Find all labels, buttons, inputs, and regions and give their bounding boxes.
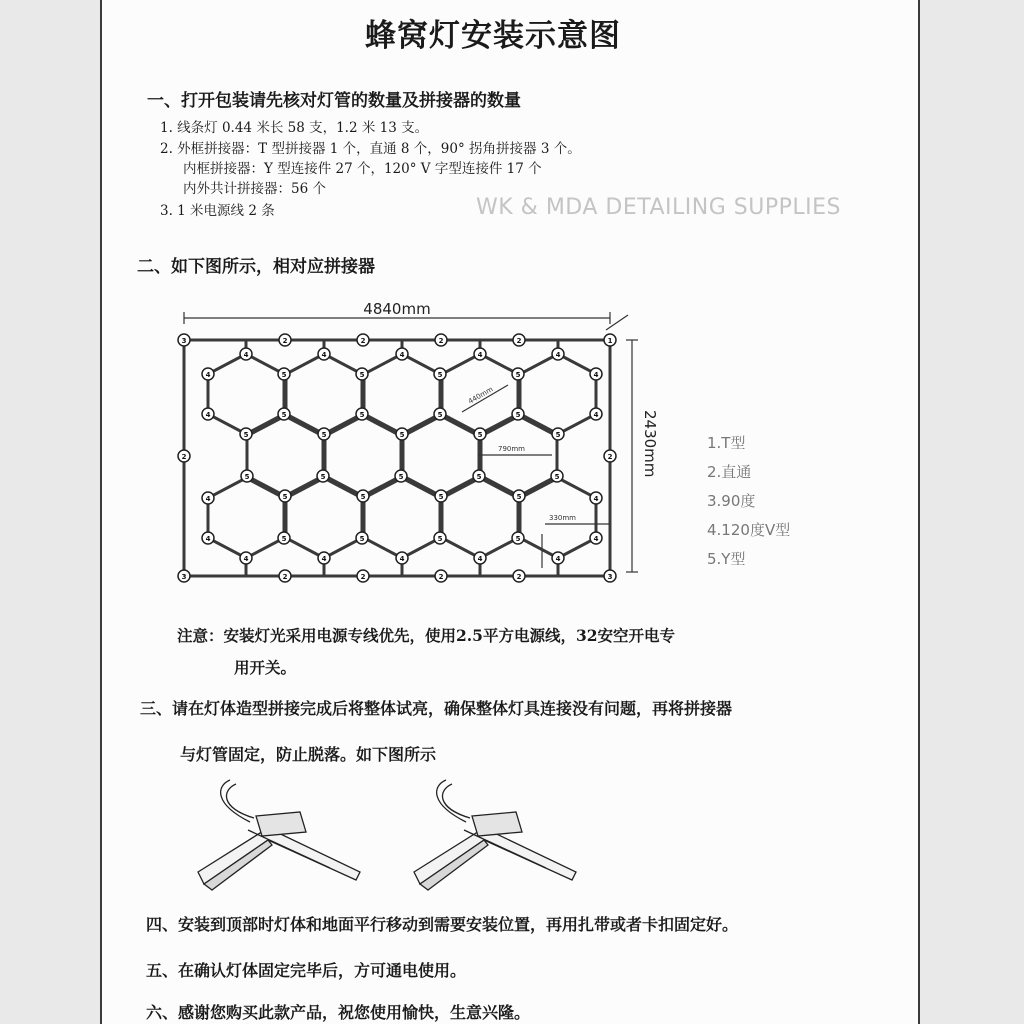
frame-straight-node-number: 2 (516, 337, 522, 345)
connector-node-number: 5 (554, 473, 560, 481)
connector-node-number: 4 (399, 555, 405, 563)
hex-grid (181, 340, 610, 576)
connector-node-number: 5 (476, 473, 482, 481)
legend-item-4: 4.120度V型 (707, 521, 791, 539)
connector-node-number: 4 (555, 351, 561, 359)
connector-node-number: 5 (320, 473, 326, 481)
watermark: WK & MDA DETAILING SUPPLIES (476, 195, 841, 220)
connector-node-number: 5 (398, 473, 404, 481)
connector-node-number: 5 (515, 371, 521, 379)
connector-node-number: 4 (205, 495, 211, 503)
connector-node-number: 5 (477, 431, 483, 439)
section1-item1: 1. 线条灯 0.44 米长 58 支，1.2 米 13 支。 (160, 120, 429, 136)
section5-text: 五、在确认灯体固定完毕后，方可通电使用。 (146, 961, 467, 980)
frame-straight-node-number: 2 (607, 453, 613, 461)
connector-nodes (178, 334, 616, 582)
connector-node-number: 5 (437, 411, 443, 419)
connector-node-number: 5 (359, 371, 365, 379)
section3-line2: 与灯管固定，防止脱落。如下图所示 (180, 745, 437, 764)
corner-angle-mark (606, 315, 628, 330)
width-label: 4840mm (363, 300, 431, 318)
connector-node-number: 5 (359, 535, 365, 543)
connector-node-number: 4 (593, 535, 599, 543)
connector-node-number: 4 (321, 351, 327, 359)
section2-heading: 二、如下图所示，相对应拼接器 (137, 257, 375, 277)
connector-node-number: 5 (360, 493, 366, 501)
connector-node-number: 5 (438, 493, 444, 501)
section6-text: 六、感谢您购买此款产品，祝您使用愉快，生意兴隆。 (146, 1003, 531, 1022)
frame-corner-node-number: 3 (181, 337, 187, 345)
frame-t-node-number: 1 (607, 337, 613, 345)
connector-node-number: 5 (437, 371, 443, 379)
connector-node-number: 4 (477, 555, 483, 563)
frame-straight-node-number: 2 (282, 573, 288, 581)
connector-illustration-left (198, 780, 360, 890)
section1-item3: 3. 1 米电源线 2 条 (160, 203, 275, 219)
connector-node-number: 4 (399, 351, 405, 359)
dimension-lines (181, 312, 638, 572)
connector-node-number: 5 (282, 493, 288, 501)
dim-790-label: 790mm (498, 445, 525, 453)
frame-corner-node-number: 3 (181, 573, 187, 581)
legend-item-5: 5.Y型 (707, 550, 746, 568)
section1-item2: 2. 外框拼接器：T 型拼接器 1 个，直通 8 个，90° 拐角拼接器 3 个。 (160, 141, 581, 157)
connector-illustration-right (414, 780, 576, 890)
frame-corner-node-number: 3 (607, 573, 613, 581)
frame-straight-node-number: 2 (438, 337, 444, 345)
dim-440-label: 440mm (467, 385, 495, 406)
connector-node-number: 4 (243, 351, 249, 359)
connector-node-number: 4 (477, 351, 483, 359)
section1-heading: 一、打开包装请先核对灯管的数量及拼接器的数量 (147, 91, 521, 111)
connector-node-number: 5 (281, 535, 287, 543)
connector-node-number: 4 (593, 371, 599, 379)
connector-node-number: 4 (593, 411, 599, 419)
connector-node-number: 4 (555, 555, 561, 563)
connector-node-number: 4 (205, 411, 211, 419)
section3-line1: 三、请在灯体造型拼接完成后将整体试亮，确保整体灯具连接没有问题，再将拼接器 (140, 699, 733, 718)
legend-item-1: 1.T型 (707, 434, 746, 452)
height-label: 2430mm (641, 410, 659, 478)
connector-node-number: 5 (281, 371, 287, 379)
note-line2: 用开关。 (234, 658, 297, 677)
connector-node-number: 5 (515, 535, 521, 543)
connector-node-number: 5 (321, 431, 327, 439)
connector-node-number: 5 (243, 431, 249, 439)
connector-node-number: 5 (281, 411, 287, 419)
dim-330-label: 330mm (549, 514, 576, 522)
connector-node-number: 5 (244, 473, 250, 481)
connector-node-number: 4 (321, 555, 327, 563)
page-title: 蜂窝灯安装示意图 (365, 18, 621, 54)
legend-item-3: 3.90度 (707, 492, 756, 510)
note-line1: 注意：安装灯光采用电源专线优先，使用2.5平方电源线，32安空开电专 (177, 626, 676, 645)
connector-node-number: 5 (437, 535, 443, 543)
legend-item-2: 2.直通 (707, 463, 752, 481)
connector-node-number: 4 (205, 371, 211, 379)
connector-node-number: 5 (359, 411, 365, 419)
connector-node-number: 5 (399, 431, 405, 439)
frame-straight-node-number: 2 (181, 453, 187, 461)
section4-text: 四、安装到顶部时灯体和地面平行移动到需要安装位置，再用扎带或者卡扣固定好。 (146, 915, 739, 934)
section1-item2c: 内外共计拼接器：56 个 (183, 181, 326, 197)
frame-straight-node-number: 2 (516, 573, 522, 581)
connector-node-number: 5 (555, 431, 561, 439)
connector-node-number: 5 (515, 411, 521, 419)
connector-node-number: 4 (593, 495, 599, 503)
connector-node-number: 4 (205, 535, 211, 543)
connector-node-number: 5 (516, 493, 522, 501)
connector-node-number: 4 (243, 555, 249, 563)
frame-straight-node-number: 2 (360, 573, 366, 581)
section1-item2b: 内框拼接器：Y 型连接件 27 个，120° V 字型连接件 17 个 (183, 161, 542, 177)
frame-straight-node-number: 2 (438, 573, 444, 581)
frame-straight-node-number: 2 (360, 337, 366, 345)
frame-straight-node-number: 2 (282, 337, 288, 345)
